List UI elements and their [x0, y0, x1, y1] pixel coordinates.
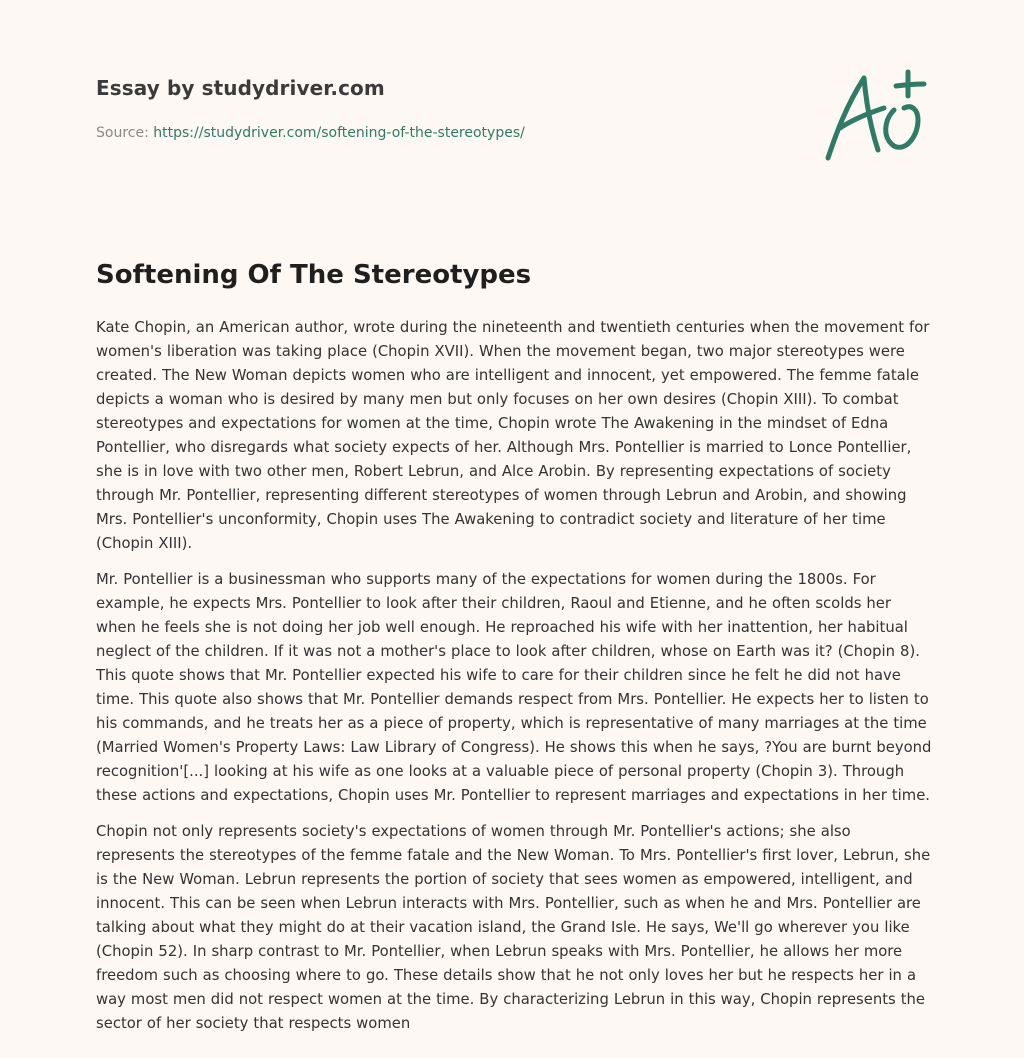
paragraph: Kate Chopin, an American author, wrote during the nineteenth and twentieth centuries when the movement for women's liberation was taking place (Chopin XVII). When the movement began, two major stereotypes were created. The New Woman depicts women who are intelligent and innocent, yet empowered. The femme fatale depicts a woman who is desired by many men but only focuses on her own desires (Chopin XIII). To combat stereotypes and expectations for women at the time, Chopin wrote The Awakening in the mindset of Edna Pontellier, who disregards what society expects of her. Although Mrs. Pontellier is married to Lonce Pontellier, she is in love with two other men, Robert Lebrun, and Alce Arobin. By representing expectations of society through Mr. Pontellier, representing different stereotypes of women through Lebrun and Arobin, and showing Mrs. Pontellier's unconformity, Chopin uses The Awakening to contradict society and literature of her time (Chopin XIII). [96, 319, 930, 552]
paragraph: Chopin not only represents society's expectations of women through Mr. Pontellier's actions; she also represents the stereotypes of the femme fatale and the New Woman. To Mrs. Pontellier's first lover, Lebrun, she is the New Woman. Lebrun represents the portion of society that sees women as empowered, intelligent, and innocent. This can be seen when Lebrun interacts with Mrs. Pontellier, such as when he and Mrs. Pontellier are talking about what they might do at their vacation island, the Grand Isle. He says, We'll go wherever you like (Chopin 52). In sharp contrast to Mr. Pontellier, when Lebrun speaks with Mrs. Pontellier, he allows her more freedom such as choosing where to go. These details show that he not only loves her but he respects her in a way most men did not respect women at the time. By characterizing Lebrun in this way, Chopin represents the sector of her society that respects women [96, 823, 931, 1032]
source-line [96, 124, 525, 142]
document-body [96, 316, 934, 1048]
source-label: Source: [96, 125, 149, 141]
source-link[interactable]: https://studydriver.com/softening-of-the-stereotypes/ [153, 125, 525, 141]
paragraph: Mr. Pontellier is a businessman who supports many of the expectations for women during the 1800s. For example, he expects Mrs. Pontellier to look after their children, Raoul and Etienne, and he often scolds her when he feels she is not doing her job well enough. He reproached his wife with her inattention, her habitual neglect of the children. If it was not a mother's place to look after children, whose on Earth was it? (Chopin 8). This quote shows that Mr. Pontellier expected his wife to care for their children since he felt he did not have time. This quote also shows that Mr. Pontellier demands respect from Mrs. Pontellier. He expects her to listen to his commands, and he treats her as a piece of property, which is representative of many marriages at the time (Married Women's Property Laws: Law Library of Congress). He shows this when he says, ?You are burnt beyond recognition'[...] looking at his wife as one looks at a valuable piece of personal property (Chopin 3). Through these actions and expectations, Chopin uses Mr. Pontellier to represent marriages and expectations in her time. [96, 571, 932, 804]
page-header [96, 74, 796, 141]
document-title: Softening Of The Stereotypes [96, 260, 532, 290]
a-plus-logo-icon [818, 64, 930, 164]
site-title: Essay by studydriver.com [96, 76, 385, 100]
